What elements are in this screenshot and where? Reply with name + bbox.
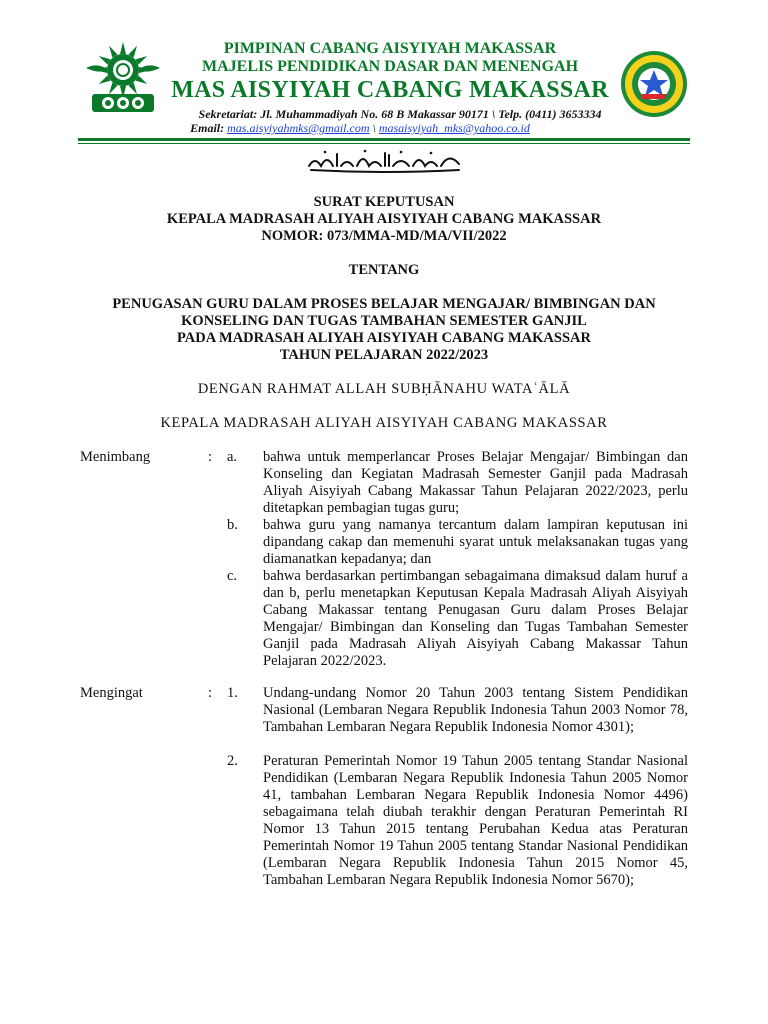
- letterhead-heading: [150, 40, 630, 104]
- letterhead-email: [150, 121, 570, 135]
- letterhead-school-name: MAS AISYIYAH CABANG MAKASSAR: [171, 77, 609, 103]
- menimbang-section: [80, 449, 688, 669]
- tentang-heading: TENTANG: [348, 262, 420, 278]
- item-text: Undang-undang Nomor 20 Tahun 2003 tentang Sistem Pendidikan Nasional (Lembaran Negara Republik Indonesia Tahun 2003 Nomor 78, Tambahan Lembaran Negara Republik Indonesia Nomor 4301);: [263, 685, 688, 735]
- email-label: Email:: [190, 121, 225, 135]
- letterhead-rule-thick: [78, 138, 690, 141]
- item-marker: 2.: [227, 753, 238, 769]
- subject-line-3: PADA MADRASAH ALIYAH AISYIYAH CABANG MAKASSAR: [177, 330, 591, 346]
- item-text: Peraturan Pemerintah Nomor 19 Tahun 2005 tentang Standar Nasional Pendidikan (Lembaran Negara Republik Indonesia Tahun 2005 Nomor 41, tambahan Lembaran Negara Republik Indonesia Nomor 4496) sebagaimana telah diubah terakhir dengan Peraturan Pemerintah RI Nomor 13 Tahun 2015 tentang Perubahan Kedua atas Peraturan Pemerintah Nomor 19 Tahun 2005 tentang Standar Nasional Pendidikan (Lembaran Negara Republik Indonesia Tahun 2015 Nomor 45, Tambahan Lembaran Negara Republik Indonesia Nomor 5670);: [263, 753, 688, 888]
- item-marker: c.: [227, 568, 238, 584]
- item-marker: b.: [227, 517, 238, 533]
- subject-line-4: TAHUN PELAJARAN 2022/2023: [279, 347, 489, 363]
- subject-line-1: PENUGASAN GURU DALAM PROSES BELAJAR MENGAJAR/ BIMBINGAN DAN: [112, 296, 656, 312]
- email-link-gmail[interactable]: mas.aisyiyahmks@gmail.com: [227, 121, 370, 135]
- letterhead-rule-thin: [78, 143, 690, 144]
- letterhead-line-2: MAJELIS PENDIDIKAN DASAR DAN MENENGAH: [201, 58, 579, 75]
- decree-issuer: KEPALA MADRASAH ALIYAH AISYIYAH CABANG MAKASSAR: [166, 211, 602, 227]
- menimbang-colon: :: [208, 449, 213, 465]
- email-link-yahoo[interactable]: masaisyiyah_mks@yahoo.co.id: [378, 121, 530, 135]
- email-separator: \: [369, 121, 379, 135]
- basmalah-calligraphy-icon: [305, 148, 465, 174]
- mengingat-label: Mengingat: [80, 685, 143, 701]
- mengingat-colon: :: [208, 685, 213, 701]
- item-marker: a.: [227, 449, 238, 465]
- subject-line-2: KONSELING DAN TUGAS TAMBAHAN SEMESTER GANJIL: [181, 313, 587, 329]
- rahmat-line: DENGAN RAHMAT ALLAH SUBḤĀNAHU WATAʿĀLĀ: [197, 381, 571, 397]
- item-text: bahwa guru yang namanya tercantum dalam lampiran keputusan ini dipandang cakap dan memenuhi syarat untuk melaksanakan tugas yang diamanatkan kepadanya; dan: [263, 517, 688, 567]
- decree-number: NOMOR: 073/MMA-MD/MA/VII/2022: [261, 228, 507, 244]
- decree-title: SURAT KEPUTUSAN: [313, 194, 455, 210]
- kepala-line: KEPALA MADRASAH ALIYAH AISYIYAH CABANG MAKASSAR: [160, 415, 608, 431]
- letterhead-address: Sekretariat: Jl. Muhammadiyah No. 68 B Makassar 90171 \ Telp. (0411) 3653334: [198, 107, 602, 121]
- menimbang-label: Menimbang: [80, 449, 151, 465]
- item-text: bahwa berdasarkan pertimbangan sebagaimana dimaksud dalam huruf a dan b, perlu menetapkan Keputusan Kepala Madrasah Aliyah Aisyiyah Cabang Makassar tentang Penugasan Guru dalam Proses Belajar Mengajar/ Bimbingan dan Konseling dan Tugas Tambahan Semester Ganjil pada Madrasah Aliyah Aisyiyah Cabang Makassar Tahun Pelajaran 2022/2023.: [263, 568, 688, 669]
- letterhead-line-1: PIMPINAN CABANG AISYIYAH MAKASSAR: [223, 40, 557, 57]
- mengingat-section: [80, 685, 688, 915]
- item-text: bahwa untuk memperlancar Proses Belajar Mengajar/ Bimbingan dan Konseling dan Kegiatan Madrasah Semester Ganjil pada Madrasah Aliyah Aisyiyah Cabang Makassar Tahun Pelajaran 2022/2023, perlu ditetapkan pembagian tugas guru;: [263, 449, 688, 516]
- item-marker: 1.: [227, 685, 238, 701]
